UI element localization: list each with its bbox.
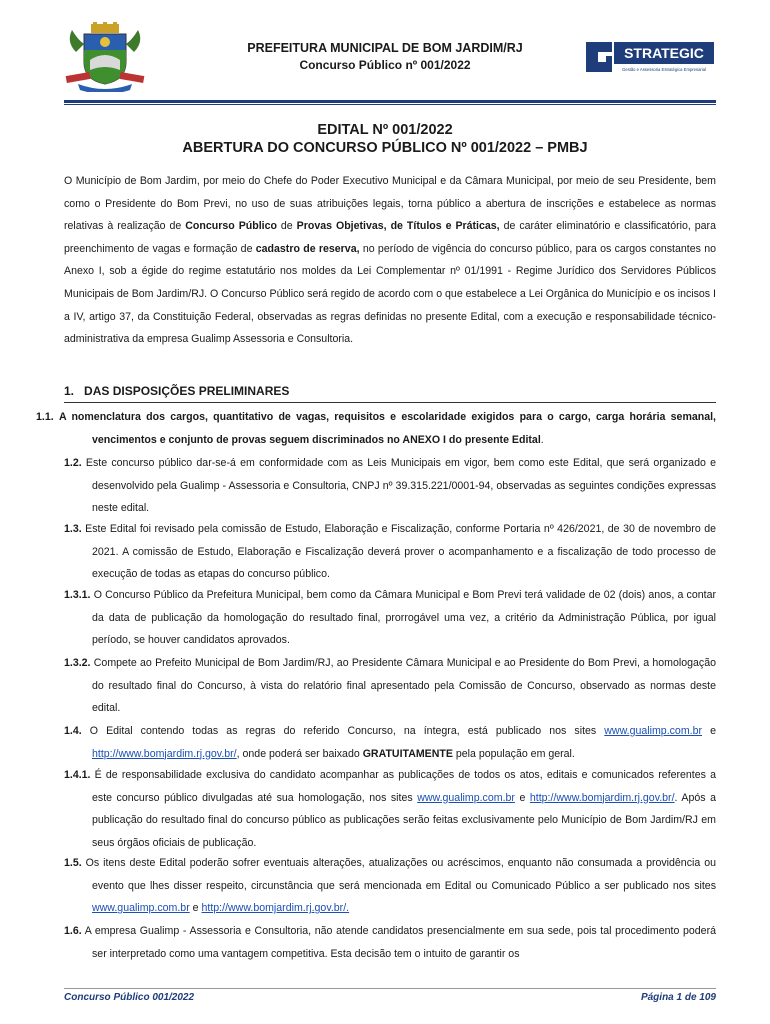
strategic-logo (584, 38, 716, 76)
municipal-crest-icon (64, 22, 146, 92)
gualimp-link[interactable]: www.gualimp.com.br (417, 791, 515, 804)
header-divider-thin (64, 104, 716, 105)
clause-1-2: 1.2. Este concurso público dar-se-á em conformidade com as Leis Municipais em vigor, bem como este Edital, que será organizado e desenvolvido pela Gualimp - Assessoria e Consultoria, CNPJ nº 39.315.221/0001-94, observadas as seguintes condições expressas neste edital. (64, 457, 716, 515)
clause-1-3: 1.3. Este Edital foi revisado pela comissão de Estudo, Elaboração e Fiscalização, conforme Portaria nº 426/2021, de 30 de novembro de 2021. A comissão de Estudo, Elaboração e Fiscalização deverá prover o acompanhamento e a fiscalização de todo processo de execução de todas as etapas do concurso público. (64, 523, 716, 581)
strategic-logo-name: STRATEGIC (624, 45, 704, 61)
edital-title: EDITAL Nº 001/2022 (317, 122, 453, 138)
intro-paragraph: O Município de Bom Jardim, por meio do Chefe do Poder Executivo Municipal e da Câmara Municipal, por meio de seu Presidente, bem como o Presidente do Bom Previ, no uso de suas atribuições legais, torna público a abertura de inscrições e estabelece as normas relativas à realização de Concurso Público de Provas Objetivas, de Títulos e Práticas, de caráter eliminatório e classificatório, para preenchimento de vagas e formação de cadastro de reserva, no período de vigência do concurso público, para os cargos constantes no Anexo I, sob a égide do regime estatutário nos moldes da Lei Complementar nº 01/1991 - Regime Jurídico dos Servidores Públicos Municipais de Bom Jardim/RJ. O Concurso Público será regido de acordo com o que estabelece a Lei Orgânica do Município e os incisos I a IV, artigo 37, da Constituição Federal, observadas as regras definidas no presente Edital, com a execução e responsabilidade técnico-administrativa da empresa Gualimp Assessoria e Consultoria. (64, 175, 716, 346)
clause-1-3-2: 1.3.2. Compete ao Prefeito Municipal de Bom Jardim/RJ, ao Presidente Câmara Municipal e ao Presidente do Bom Previ, a homologação do resultado final do Concurso, à vista do relatório final apresentado pela Comissão de Concurso, observado as normas deste edital. (64, 657, 716, 715)
clause-1-4: 1.4. O Edital contendo todas as regras do referido Concurso, na íntegra, está publicado nos sites www.gualimp.com.br e http://www.bomjardim.rj.gov.br/, onde poderá ser baixado GRATUITAMENTE pela população em geral. (64, 725, 716, 760)
bomjardim-link[interactable]: http://www.bomjardim.rj.gov.br/ (92, 747, 237, 760)
bomjardim-link[interactable]: http://www.bomjardim.rj.gov.br/ (529, 791, 675, 804)
header-subtitle: Concurso Público nº 001/2022 (299, 58, 471, 72)
abertura-title: ABERTURA DO CONCURSO PÚBLICO Nº 001/2022 – PMBJ (182, 140, 588, 156)
footer-divider (64, 988, 716, 989)
footer-concurso: Concurso Público 001/2022 (64, 992, 195, 1003)
gualimp-link[interactable]: www.gualimp.com.br (92, 902, 190, 915)
header-divider (64, 100, 716, 103)
footer-page-number: Página 1 de 109 (640, 992, 716, 1003)
section-heading: 1. DAS DISPOSIÇÕES PRELIMINARES (64, 384, 290, 398)
bomjardim-link[interactable]: http://www.bomjardim.rj.gov.br/. (201, 902, 350, 915)
gualimp-link[interactable]: www.gualimp.com.br (604, 725, 703, 737)
clause-1-6: 1.6. A empresa Gualimp - Assessoria e Consultoria, não atende candidatos presencialmente em sua sede, pois tal procedimento poderá ser interpretado como uma vantagem competitiva. Esta decisão tem o intuito de garantir os (64, 925, 716, 960)
header-title: PREFEITURA MUNICIPAL DE BOM JARDIM/RJ (247, 41, 523, 55)
clause-1-4-1: 1.4.1. É de responsabilidade exclusiva do candidato acompanhar as publicações de todos os atos, editais e comunicados referentes a este concurso público divulgadas até sua homologação, nos sites www.gualimp.com.br e http://www.bomjardim.rj.gov.br/. Após a publicação do resultado final do concurso público as publicações serão feitas exclusivamente pelo Município de Bom Jardim/RJ em seus órgãos oficiais de publicação. (64, 769, 716, 849)
clause-1-5: 1.5. Os itens deste Edital poderão sofrer eventuais alterações, atualizações ou acréscimos, enquanto não consumada a providência ou evento que lhes disser respeito, circunstância que será mencionada em Edital ou Comunicado Público a ser publicado nos sites www.gualimp.com.br e http://www.bomjardim.rj.gov.br/. (64, 857, 716, 915)
strategic-logo-tagline: Gestão e Assessoria Estratégica Empresarial (621, 67, 707, 72)
clause-1-1: 1.1. A nomenclatura dos cargos, quantitativo de vagas, requisitos e escolaridade exigidos para o cargo, carga horária semanal, vencimentos e conjunto de provas seguem discriminados no ANEXO I do presente Edital. (36, 411, 717, 446)
section-divider (64, 402, 716, 403)
clause-1-3-1: 1.3.1. O Concurso Público da Prefeitura Municipal, bem como da Câmara Municipal e Bom Previ terá validade de 02 (dois) anos, a contar da data de publicação da homologação do resultado final, prorrogável uma vez, a critério da Administração Pública, por igual período, se houver candidatos aprovados. (64, 589, 716, 647)
